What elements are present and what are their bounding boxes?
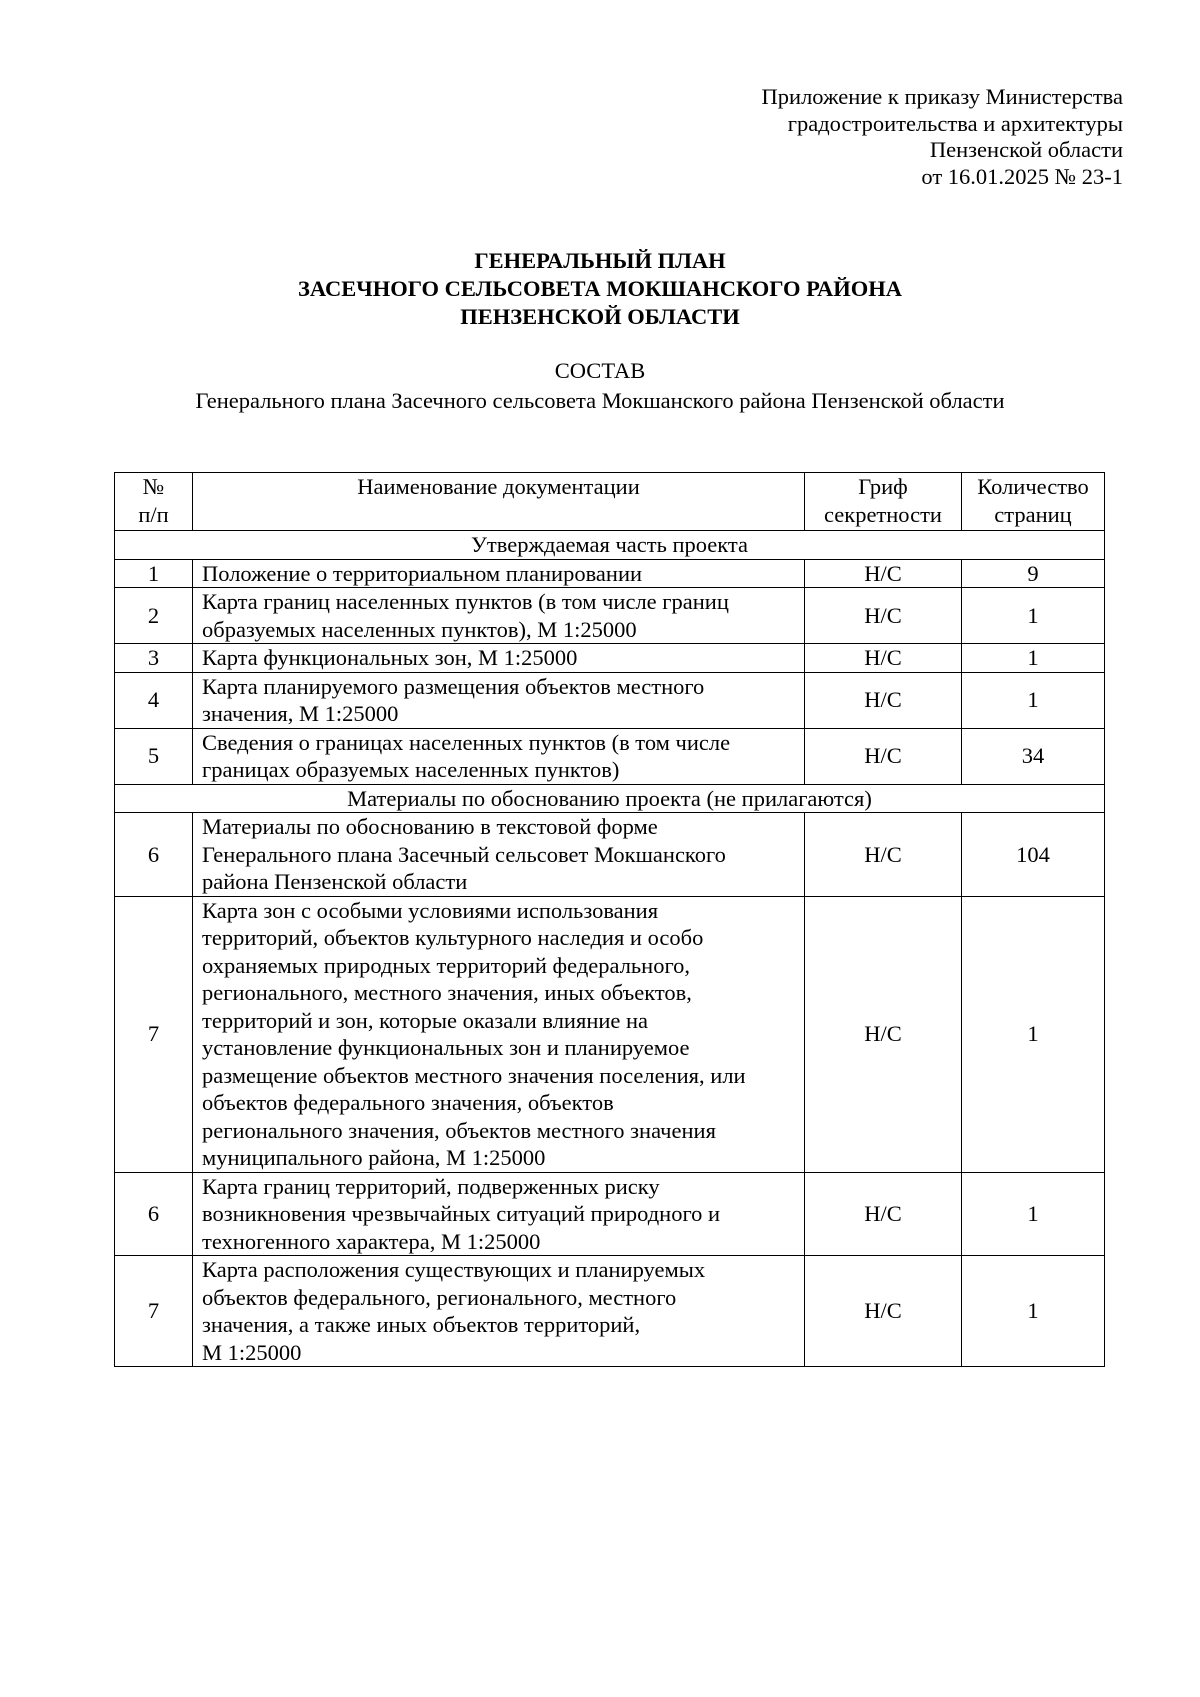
secrecy-classification: Н/С xyxy=(805,559,962,588)
column-header-num-line: № xyxy=(142,474,165,499)
column-header-name xyxy=(193,473,805,531)
section-title: Материалы по обоснованию проекта (не прилагаются) xyxy=(115,784,1105,813)
document-name-line: Материалы по обоснованию в текстовой форме xyxy=(202,814,658,839)
document-name xyxy=(193,813,805,897)
column-header-grif-line: Гриф xyxy=(858,474,908,499)
page-count: 1 xyxy=(962,896,1105,1172)
page-count: 1 xyxy=(962,588,1105,644)
appendix-header-line: Пензенской области xyxy=(929,137,1123,162)
column-header-num-line: п/п xyxy=(138,501,169,527)
secrecy-classification: Н/С xyxy=(805,728,962,784)
row-number: 6 xyxy=(115,1172,193,1256)
table-header-row xyxy=(115,473,1105,531)
document-name-line: М 1:25000 xyxy=(202,1339,302,1365)
row-number: 4 xyxy=(115,672,193,728)
document-name-line: Генерального плана Засечный сельсовет Мокшанского xyxy=(202,841,726,867)
document-name-line: регионального значения, объектов местного значения xyxy=(202,1117,716,1143)
document-name xyxy=(193,1172,805,1256)
table-section-row xyxy=(115,784,1105,813)
row-number: 6 xyxy=(115,813,193,897)
document-name-line: Карта планируемого размещения объектов местного xyxy=(202,673,705,699)
appendix-header-line: градостроительства и архитектуры xyxy=(787,110,1123,136)
composition-heading: СОСТАВ xyxy=(554,358,646,383)
document-name-line: Карта границ территорий, подверженных риску xyxy=(202,1173,660,1199)
section-title: Утверждаемая часть проекта xyxy=(115,531,1105,560)
row-number: 7 xyxy=(115,1256,193,1367)
document-title-line: ПЕНЗЕНСКОЙ ОБЛАСТИ xyxy=(460,304,740,329)
document-name-line: установление функциональных зон и планируемое xyxy=(202,1035,690,1060)
secrecy-classification: Н/С xyxy=(805,896,962,1172)
row-number: 5 xyxy=(115,728,193,784)
document-name-line: района Пензенской области xyxy=(202,869,468,894)
page-count: 1 xyxy=(962,1256,1105,1367)
column-header-pages xyxy=(962,473,1105,531)
row-number: 3 xyxy=(115,644,193,673)
table-row xyxy=(115,1256,1105,1367)
row-number: 2 xyxy=(115,588,193,644)
document-name-line: Карта зон с особыми условиями использования xyxy=(202,897,659,923)
document-title xyxy=(0,247,1200,331)
column-header-grif xyxy=(805,473,962,531)
page-count: 34 xyxy=(962,728,1105,784)
row-number: 7 xyxy=(115,896,193,1172)
document-name-line: значения, а также иных объектов территорий, xyxy=(202,1312,641,1337)
page-count: 1 xyxy=(962,672,1105,728)
secrecy-classification: Н/С xyxy=(805,813,962,897)
document-name-line: возникновения чрезвычайных ситуаций природного и xyxy=(202,1201,721,1226)
document-name-line: объектов федерального, регионального, местного xyxy=(202,1284,677,1310)
appendix-header-line: Приложение к приказу Министерства xyxy=(761,84,1123,109)
table-row xyxy=(115,559,1105,588)
document-name xyxy=(193,1256,805,1367)
column-header-pages-line: Количество xyxy=(977,474,1089,499)
document-name-line: регионального, местного значения, иных объектов, xyxy=(202,980,692,1005)
document-name-line: территорий, объектов культурного наследия и особо xyxy=(202,925,704,950)
page-count: 1 xyxy=(962,1172,1105,1256)
page-count: 1 xyxy=(962,644,1105,673)
table-section-row xyxy=(115,531,1105,560)
secrecy-classification: Н/С xyxy=(805,672,962,728)
document-name-line: территорий и зон, которые оказали влияние на xyxy=(202,1007,649,1033)
document-name xyxy=(193,896,805,1172)
secrecy-classification: Н/С xyxy=(805,644,962,673)
document-name-line: техногенного характера, М 1:25000 xyxy=(202,1228,541,1254)
composition-heading-block xyxy=(0,356,1200,416)
document-name-line: границах образуемых населенных пунктов) xyxy=(202,757,620,782)
document-name-line: образуемых населенных пунктов), М 1:25000 xyxy=(202,616,637,642)
column-header-pages-line: страниц xyxy=(994,501,1072,527)
document-name xyxy=(193,588,805,644)
secrecy-classification: Н/С xyxy=(805,588,962,644)
table-row xyxy=(115,813,1105,897)
column-header-grif-line: секретности xyxy=(824,501,942,527)
document-name-line: Сведения о границах населенных пунктов (в том числе xyxy=(202,729,731,755)
document-name-line: охраняемых природных территорий федерального, xyxy=(202,952,691,978)
table-row xyxy=(115,896,1105,1172)
document-name-line: объектов федерального значения, объектов xyxy=(202,1090,614,1115)
table-body xyxy=(115,531,1105,1367)
appendix-header xyxy=(762,84,1123,190)
document-name-line: Карта расположения существующих и планируемых xyxy=(202,1257,706,1282)
column-header-num xyxy=(115,473,193,531)
table-row xyxy=(115,1172,1105,1256)
document-name xyxy=(193,672,805,728)
documentation-table xyxy=(114,472,1105,1367)
document-title-line: ЗАСЕЧНОГО СЕЛЬСОВЕТА МОКШАНСКОГО РАЙОНА xyxy=(298,276,902,301)
column-header-name-text: Наименование документации xyxy=(357,474,640,499)
document-name-line: Карта функциональных зон, М 1:25000 xyxy=(202,645,578,670)
table-row xyxy=(115,644,1105,673)
document-name-line: Положение о территориальном планировании xyxy=(202,560,643,586)
table-row xyxy=(115,728,1105,784)
appendix-header-line: от 16.01.2025 № 23-1 xyxy=(921,163,1123,189)
page-count: 104 xyxy=(962,813,1105,897)
page-count: 9 xyxy=(962,559,1105,588)
document-name-line: значения, М 1:25000 xyxy=(202,701,399,726)
table-row xyxy=(115,588,1105,644)
row-number: 1 xyxy=(115,559,193,588)
document-name-line: размещение объектов местного значения поселения, или xyxy=(202,1062,746,1088)
secrecy-classification: Н/С xyxy=(805,1172,962,1256)
secrecy-classification: Н/С xyxy=(805,1256,962,1367)
table-row xyxy=(115,672,1105,728)
document-name-line: Карта границ населенных пунктов (в том числе границ xyxy=(202,589,729,614)
composition-subtitle: Генерального плана Засечного сельсовета Мокшанского района Пензенской области xyxy=(195,388,1005,413)
document-name xyxy=(193,644,805,673)
document-name-line: муниципального района, М 1:25000 xyxy=(202,1145,546,1170)
document-name xyxy=(193,728,805,784)
document-name xyxy=(193,559,805,588)
document-title-line: ГЕНЕРАЛЬНЫЙ ПЛАН xyxy=(474,248,726,273)
